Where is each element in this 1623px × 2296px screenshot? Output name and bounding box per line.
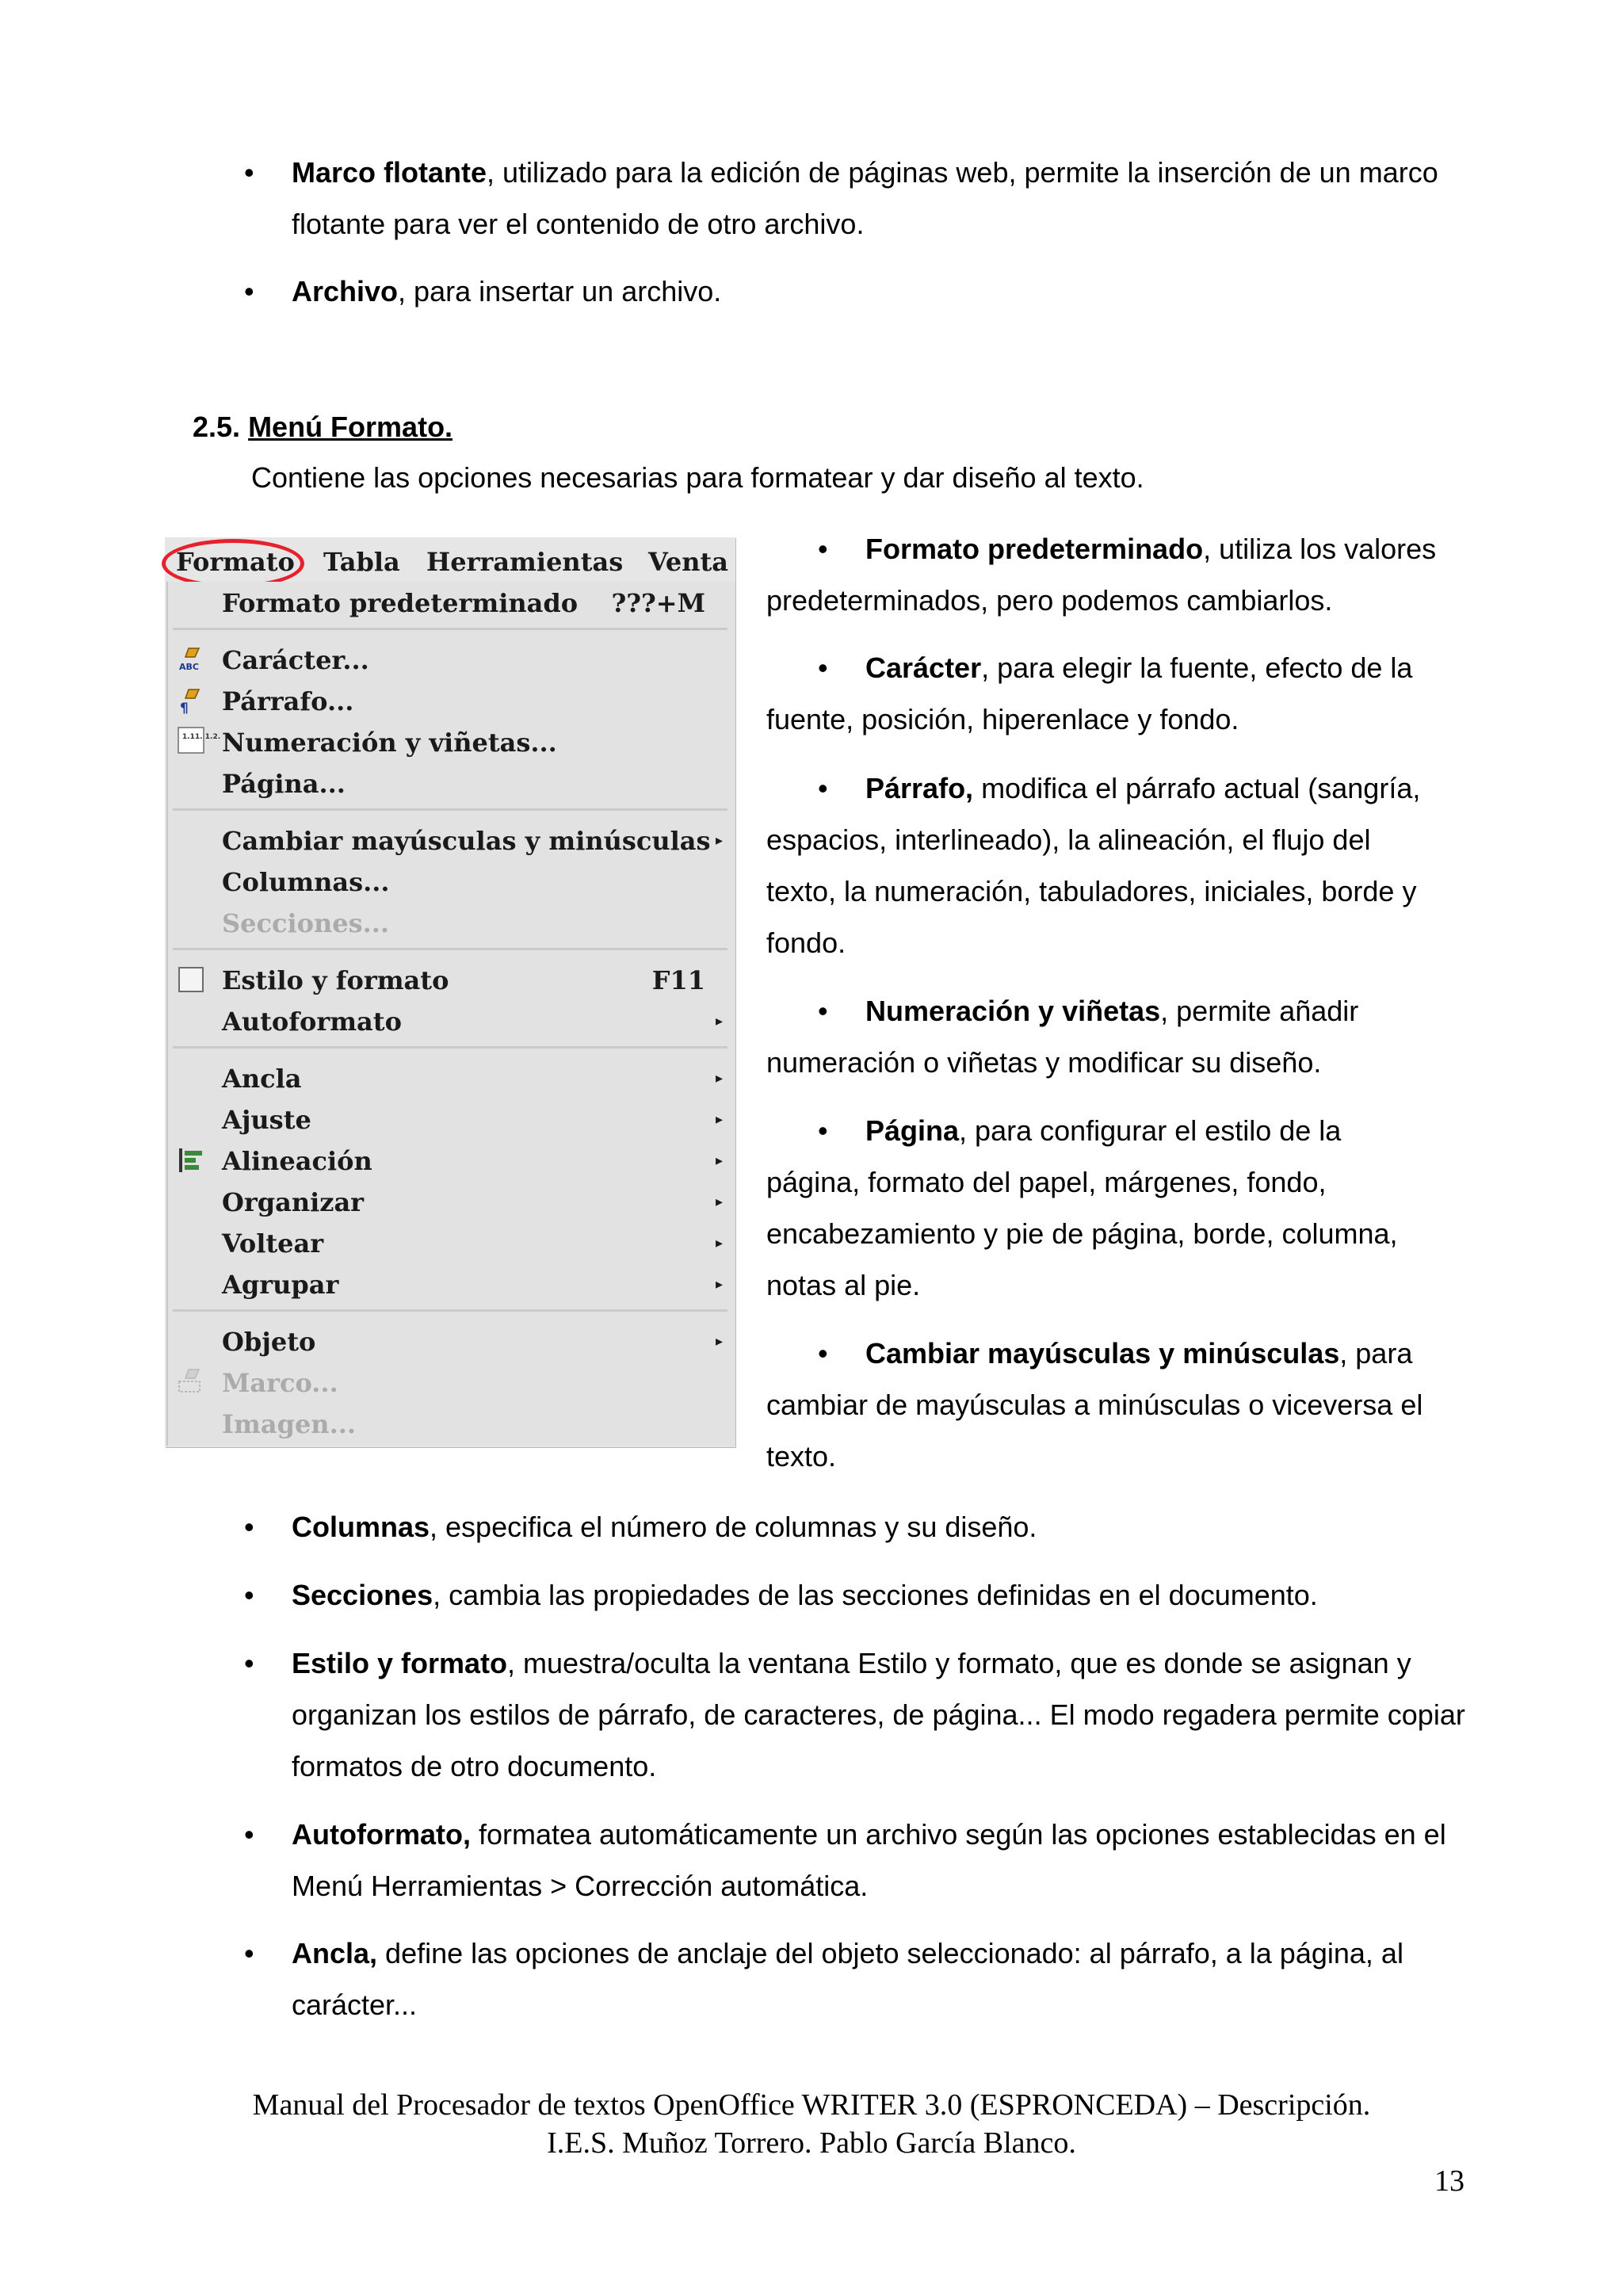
- menubar: [165, 537, 735, 582]
- menu-separator: [173, 1046, 727, 1049]
- svg-text:1.11. 1.2.: 1.11. 1.2.: [182, 733, 221, 741]
- menu-separator: [173, 1309, 727, 1312]
- menu-item-agrupar[interactable]: Agrupar ▸: [222, 1265, 729, 1305]
- submenu-arrow-icon: ▸: [715, 1276, 723, 1293]
- submenu-arrow-icon: ▸: [715, 832, 723, 849]
- menu-item-ajuste[interactable]: Ajuste ▸: [222, 1100, 729, 1140]
- submenu-arrow-icon: ▸: [715, 1333, 723, 1350]
- menu-herramientas[interactable]: Herramientas: [426, 547, 624, 577]
- formato-menu-screenshot: [165, 537, 735, 1447]
- submenu-arrow-icon: ▸: [715, 1111, 723, 1128]
- frame-icon: [178, 1367, 204, 1394]
- paragraph-icon: [178, 687, 204, 714]
- menu-item-columnas[interactable]: Columnas...: [222, 867, 390, 897]
- numbering-icon: [178, 727, 221, 754]
- section-intro: Contiene las opciones necesarias para formatear y dar diseño al texto.: [251, 461, 1144, 494]
- bullet-secciones: • Secciones, cambia las propiedades de las secciones definidas en el documento.: [292, 1569, 1468, 1621]
- menu-item-caracter[interactable]: Carácter...: [222, 645, 369, 675]
- highlight-circle: [162, 539, 304, 588]
- alignment-icon: [178, 1147, 204, 1174]
- right-bullet-pagina: • Página, para configurar el estilo de la página, formato del papel, márgenes, fondo, encabezamiento y pie de página, borde, columna, notas al pie.: [766, 1105, 1472, 1311]
- menu-item-cambiar-mayusculas[interactable]: Cambiar mayúsculas y minúsculas ▸: [222, 821, 729, 861]
- menu-separator: [173, 628, 727, 630]
- menu-item-estilo-formato[interactable]: Estilo y formato F11: [222, 965, 705, 995]
- menu-item-ancla[interactable]: Ancla ▸: [222, 1059, 729, 1098]
- submenu-arrow-icon: ▸: [715, 1070, 723, 1087]
- menu-separator: [173, 808, 727, 811]
- bullet-archivo: • Archivo, para insertar un archivo.: [292, 266, 1468, 317]
- menu-item-objeto[interactable]: Objeto ▸: [222, 1322, 729, 1362]
- menu-separator: [173, 948, 727, 950]
- submenu-arrow-icon: ▸: [715, 1152, 723, 1169]
- menu-item-alineacion[interactable]: Alineación ▸: [222, 1141, 729, 1181]
- menu-ventana[interactable]: Venta: [648, 547, 729, 577]
- menu-item-secciones: Secciones...: [222, 908, 389, 938]
- menu-tabla[interactable]: Tabla: [323, 547, 400, 577]
- menu-item-pagina[interactable]: Página...: [222, 769, 346, 799]
- bullet-columnas: • Columnas, especifica el número de columnas y su diseño.: [292, 1501, 1468, 1553]
- character-icon: [178, 646, 204, 673]
- menu-item-numeracion[interactable]: Numeración y viñetas...: [222, 728, 557, 758]
- svg-text:ABC: ABC: [179, 662, 199, 672]
- right-bullet-formato-predeterminado: • Formato predeterminado, utiliza los valores predeterminados, pero podemos cambiarlos.: [766, 523, 1472, 626]
- menu-item-organizar[interactable]: Organizar ▸: [222, 1182, 729, 1222]
- right-bullet-parrafo: • Párrafo, modifica el párrafo actual (sangría, espacios, interlineado), la alineación, el flujo del texto, la numeración, tabuladores, iniciales, borde y fondo.: [766, 762, 1472, 968]
- submenu-arrow-icon: ▸: [715, 1194, 723, 1210]
- svg-text:¶: ¶: [180, 701, 189, 716]
- menu-item-parrafo[interactable]: Párrafo...: [222, 686, 354, 716]
- right-bullet-numeracion: • Numeración y viñetas, permite añadir numeración o viñetas y modificar su diseño.: [766, 985, 1472, 1088]
- menu-item-formato-predeterminado[interactable]: Formato predeterminado ???+M: [222, 588, 705, 618]
- menu-item-imagen: Imagen...: [222, 1409, 356, 1439]
- section-heading: 2.5. Menú Formato.: [193, 411, 453, 443]
- bullet-marco-flotante: • Marco flotante, utilizado para la edición de páginas web, permite la inserción de un marco flotante para ver el contenido de otro archivo.: [292, 147, 1468, 250]
- menu-item-marco: Marco...: [222, 1368, 338, 1398]
- menu-item-voltear[interactable]: Voltear ▸: [222, 1224, 729, 1263]
- submenu-arrow-icon: ▸: [715, 1013, 723, 1030]
- bullet-ancla: • Ancla, define las opciones de anclaje del objeto seleccionado: al párrafo, a la página, al carácter...: [292, 1927, 1468, 2030]
- menu-item-autoformato[interactable]: Autoformato ▸: [222, 1002, 729, 1041]
- bullet-estilo-formato: • Estilo y formato, muestra/oculta la ventana Estilo y formato, que es donde se asignan y organizan los estilos de párrafo, de caracteres, de página... El modo regadera permite copiar formatos de otro documento.: [292, 1637, 1468, 1792]
- right-bullet-cambiar: • Cambiar mayúsculas y minúsculas, para cambiar de mayúsculas a minúsculas o viceversa el texto.: [766, 1328, 1472, 1482]
- page-number: 13: [1434, 2164, 1465, 2198]
- bullet-autoformato: • Autoformato, formatea automáticamente un archivo según las opciones establecidas en el Menú Herramientas > Corrección automática.: [292, 1809, 1468, 1912]
- stylist-icon: [178, 966, 204, 993]
- right-bullet-caracter: • Carácter, para elegir la fuente, efecto de la fuente, posición, hiperenlace y fondo.: [766, 642, 1472, 745]
- footer-line-1: Manual del Procesador de textos OpenOffice WRITER 3.0 (ESPRONCEDA) – Descripción.: [252, 2088, 1371, 2122]
- submenu-arrow-icon: ▸: [715, 1235, 723, 1251]
- menu-formato[interactable]: Formato: [176, 547, 295, 577]
- formato-dropdown: [166, 582, 735, 1446]
- footer-line-2: I.E.S. Muñoz Torrero. Pablo García Blanco.: [547, 2126, 1076, 2160]
